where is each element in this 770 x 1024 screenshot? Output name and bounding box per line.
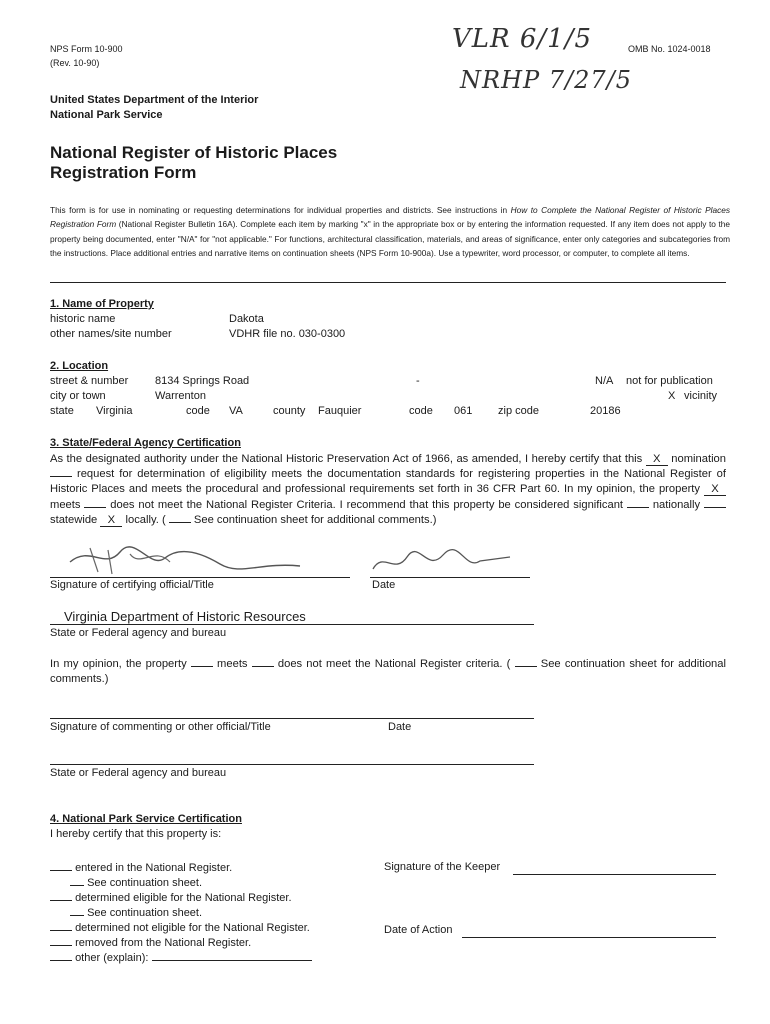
- request-determination-blank: [50, 467, 72, 477]
- nps-option-entered[interactable]: entered in the National Register.: [50, 861, 232, 875]
- zip-value[interactable]: 20186: [590, 405, 621, 417]
- nps-intro: I hereby certify that this property is:: [50, 828, 222, 840]
- section-4-heading: 4. National Park Service Certification: [50, 813, 242, 825]
- form-subtitle: Registration Form: [50, 163, 197, 182]
- date-label: Date: [372, 579, 396, 591]
- state-code-value[interactable]: VA: [229, 405, 243, 417]
- city-label: city or town: [50, 390, 106, 402]
- commenting-signature-label: Signature of commenting or other official/Title: [50, 721, 271, 733]
- certifying-official-signature: [60, 540, 310, 580]
- date-of-action-label: Date of Action: [384, 924, 453, 936]
- certification-date-scrawl: [365, 545, 515, 580]
- commenting-agency-label: State or Federal agency and bureau: [50, 767, 227, 779]
- nps-option-entered-continuation[interactable]: See continuation sheet.: [70, 876, 202, 890]
- omb-number: OMB No. 1024-0018: [628, 44, 711, 54]
- nps-option-eligible-continuation[interactable]: See continuation sheet.: [70, 906, 202, 920]
- form-title: National Register of Historic Places: [50, 143, 338, 162]
- commenting-signature-line: [50, 718, 534, 719]
- county-value[interactable]: Fauquier: [318, 405, 362, 417]
- state-label: state: [50, 405, 74, 417]
- agency-line: [50, 624, 534, 625]
- keeper-signature-line[interactable]: [513, 874, 716, 875]
- locally-check: X: [100, 514, 122, 527]
- date-of-action-line[interactable]: [462, 937, 716, 938]
- opinion-continuation-blank: [515, 657, 537, 667]
- other-names-label: other names/site number: [50, 328, 172, 340]
- county-code-value[interactable]: 061: [454, 405, 473, 417]
- handwritten-vlr-note: VLR 6/1/5: [452, 24, 593, 54]
- vicinity-check[interactable]: X: [668, 390, 676, 402]
- commenting-agency-line: [50, 764, 534, 765]
- opinion-meets-blank: [191, 657, 213, 667]
- signature-label: Signature of certifying official/Title: [50, 579, 214, 591]
- opinion-not-meet-blank: [252, 657, 274, 667]
- state-code-label: code: [186, 405, 210, 417]
- nps-option-other[interactable]: other (explain):: [50, 951, 312, 965]
- date-line: [370, 577, 530, 578]
- meets-check: X: [704, 483, 726, 496]
- other-explain-field: [152, 951, 312, 961]
- nps-option-removed[interactable]: removed from the National Register.: [50, 936, 251, 950]
- county-code-label: code: [409, 405, 433, 417]
- signature-line: [50, 577, 350, 578]
- statewide-blank: [704, 498, 726, 508]
- not-for-publication-label: not for publication: [626, 375, 713, 387]
- handwritten-nrhp-note: NRHP 7/27/5: [460, 66, 633, 94]
- location-dash: -: [416, 375, 420, 387]
- other-names-value[interactable]: VDHR file no. 030-0300: [229, 328, 346, 340]
- nps-option-eligible[interactable]: determined eligible for the National Register.: [50, 891, 292, 905]
- form-revision: (Rev. 10-90): [50, 58, 100, 68]
- section-1-heading: 1. Name of Property: [50, 298, 154, 310]
- section-3-heading: 3. State/Federal Agency Certification: [50, 437, 241, 449]
- does-not-meet-blank: [84, 498, 106, 508]
- historic-name-value[interactable]: Dakota: [229, 313, 264, 325]
- agency-label: State or Federal agency and bureau: [50, 627, 227, 639]
- street-label: street & number: [50, 375, 129, 387]
- city-value[interactable]: Warrenton: [155, 390, 206, 402]
- agency-department: United States Department of the Interior: [50, 94, 259, 106]
- publication-na[interactable]: N/A: [595, 375, 614, 387]
- nps-option-not-eligible[interactable]: determined not eligible for the National Register.: [50, 921, 310, 935]
- historic-name-label: historic name: [50, 313, 116, 325]
- intro-divider: [50, 282, 726, 283]
- commenting-opinion: In my opinion, the property meets does not meet the National Register criteria. ( See continuation sheet for additional comments.): [50, 658, 726, 686]
- street-value[interactable]: 8134 Springs Road: [155, 375, 250, 387]
- nationally-blank: [627, 498, 649, 508]
- commenting-date-label: Date: [388, 721, 412, 733]
- state-value[interactable]: Virginia: [96, 405, 133, 417]
- keeper-signature-label: Signature of the Keeper: [384, 861, 501, 873]
- county-label: county: [273, 405, 306, 417]
- vicinity-label: vicinity: [684, 390, 718, 402]
- certifying-agency-value[interactable]: Virginia Department of Historic Resources: [64, 609, 306, 624]
- continuation-blank: [169, 513, 191, 523]
- form-instructions: This form is for use in nominating or requesting determinations for individual properties and districts. See instructions in How to Complete the National Register of Historic Places Registration Form (National Register Bulletin 16A). Complete each item by marking "x" in the appropriate box or by entering the information requested. If any item does not apply to the property being documented, enter "N/A" for "not applicable." For functions, architectural classification, materials, and areas of significance, enter only categories and subcategories from the instructions. Place additional entries and narrative items on continuation sheets (NPS Form 10-900a). Use a typewriter, word processor, or computer, to complete all items.: [50, 205, 730, 259]
- form-number: NPS Form 10-900: [50, 44, 123, 54]
- nomination-check: X: [646, 453, 668, 466]
- agency-service: National Park Service: [50, 109, 163, 121]
- section-2-heading: 2. Location: [50, 360, 109, 372]
- zip-label: zip code: [498, 405, 539, 417]
- certification-statement: As the designated authority under the National Historic Preservation Act of 1966, as amended, I hereby certify that this X nomination request for determination of eligibility meets the documentation standards for registering properties in the National Register of Historic Places and meets the procedural and professional requirements set forth in 36 CFR Part 60. In my opinion, the property X meets does not meet the National Register Criteria. I recommend that this property be considered significant nationally statewide X locally. ( See continuation sheet for additional comments.): [50, 453, 726, 526]
